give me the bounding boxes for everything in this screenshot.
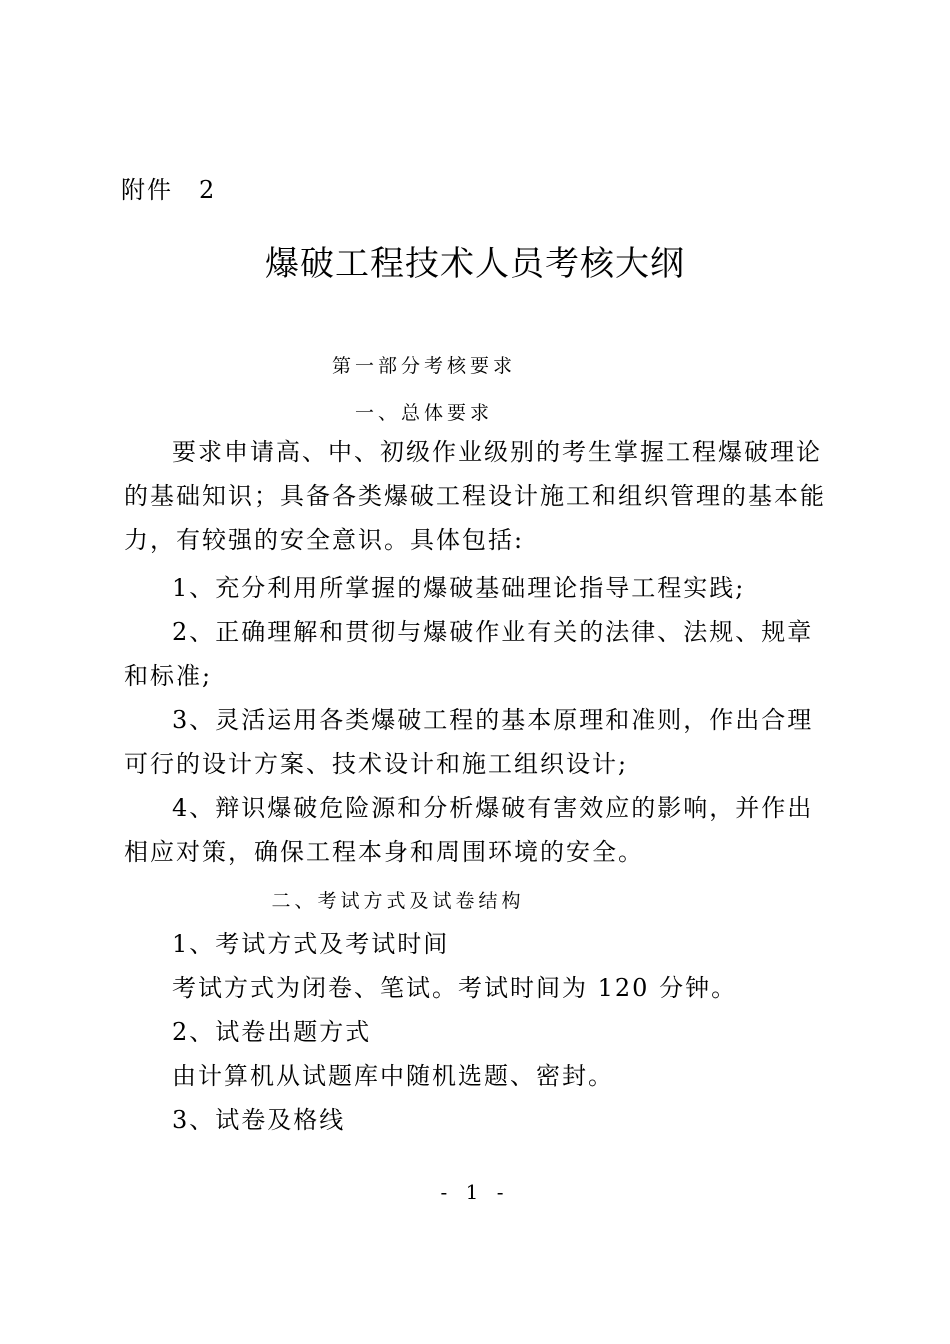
document-title: 爆破工程技术人员考核大纲 (265, 244, 685, 284)
exam-item: 由计算机从试题库中随机选题、密封。 (172, 1062, 614, 1090)
exam-item: 考试方式为闭卷、笔试。考试时间为 120 分钟。 (172, 974, 738, 1002)
subsection-heading: 一、总体要求 (354, 402, 493, 424)
requirement-item: 1、充分利用所掌握的爆破基础理论指导工程实践; (172, 574, 746, 602)
section-heading: 第一部分考核要求 (331, 355, 516, 377)
attachment-label (121, 170, 216, 205)
requirement-item: 2、正确理解和贯彻与爆破作业有关的法律、法规、规章和标准; (124, 618, 814, 690)
exam-heading: 二、考试方式及试卷结构 (271, 890, 525, 912)
exam-item: 3、试卷及格线 (172, 1106, 346, 1134)
attachment-number: 2 (199, 176, 217, 204)
page-number: - 1 - (440, 1180, 510, 1204)
attachment-text: 附件 (121, 176, 173, 204)
intro-paragraph: 要求申请高、中、初级作业级别的考生掌握工程爆破理论的基础知识；具备各类爆破工程设计施工和组织管理的基本能力，有较强的安全意识。具体包括: (124, 438, 826, 554)
requirement-item: 4、辩识爆破危险源和分析爆破有害效应的影响，并作出相应对策，确保工程本身和周围环境的安全。 (124, 794, 814, 866)
exam-item: 2、试卷出题方式 (172, 1018, 372, 1046)
exam-item: 1、考试方式及考试时间 (172, 930, 450, 958)
requirement-item: 3、灵活运用各类爆破工程的基本原理和准则，作出合理可行的设计方案、技术设计和施工组织设计; (124, 706, 814, 778)
